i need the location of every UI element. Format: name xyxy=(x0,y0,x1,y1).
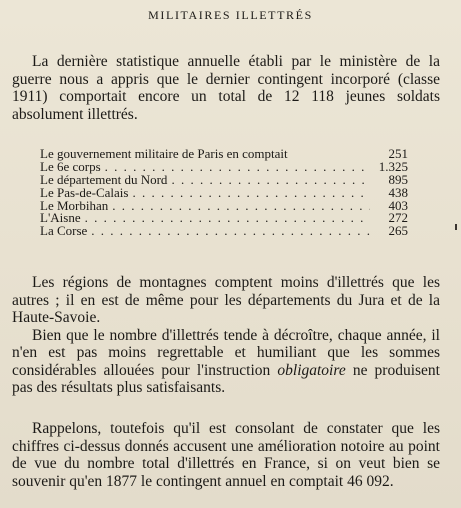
statistics-table xyxy=(40,148,408,238)
row-label: Le Pas-de-Calais xyxy=(40,184,129,200)
row-value: 1.325 xyxy=(378,158,408,174)
row-label: La Corse xyxy=(40,223,88,239)
conclusion-text-start: Bien que le nombre d'illettrés tende à décroître, chaque année, il n'en est pas moins regrettable et humiliant que les sommes considérables allouées pour l'instruction xyxy=(12,326,440,379)
emphasized-word: obligatoire xyxy=(277,361,346,379)
leader-dots xyxy=(171,174,370,187)
article-title: MILITAIRES ILLETTRÉS xyxy=(148,8,313,22)
row-label: Le 6e corps xyxy=(40,158,101,174)
intro-paragraph: La dernière statistique annuelle établi par le ministère de la guerre nous a appris que le dernier contingent incorporé (classe 1911) comportait encore un total de 12 118 jeunes soldats absolument illettrés. xyxy=(12,53,440,123)
conclusion-paragraph xyxy=(12,327,440,397)
row-value: 895 xyxy=(388,171,408,187)
leader-dots xyxy=(112,200,370,213)
closing-paragraph: Rappelons, toutefois qu'il est consolant de constater que les chiffres ci-dessus donnés accusent une amélioration notoire au point de vue du nombre total d'illettrés en France, si on veut bien se souvenir qu'en 1877 le contingent annuel en comptait 46 092. xyxy=(12,420,440,490)
row-value: 438 xyxy=(388,184,408,200)
row-label: Le gouvernement militaire de Paris en comptait xyxy=(40,146,288,161)
leader-dots xyxy=(85,212,370,225)
conclusion-text-end: ne produisent pas des résultats plus satisfaisants. xyxy=(12,361,440,396)
regions-paragraph: Les régions de montagnes comptent moins d'illettrés que les autres ; il en est de même pour les départements du Jura et de la Haute-Savoie. xyxy=(12,274,440,326)
margin-mark xyxy=(455,224,457,230)
row-label: Le département du Nord xyxy=(40,171,168,187)
row-value: 272 xyxy=(388,210,408,226)
regions-section xyxy=(12,274,440,397)
table-row xyxy=(40,197,408,213)
row-value: 265 xyxy=(388,223,408,239)
row-value: 251 xyxy=(388,146,408,161)
row-value: 403 xyxy=(388,197,408,213)
row-label: L'Aisne xyxy=(40,210,81,226)
row-label: Le Morbihan xyxy=(40,197,109,213)
table-row xyxy=(40,225,408,238)
leader-dots xyxy=(91,225,370,238)
leader-dots xyxy=(132,187,370,200)
table-row xyxy=(40,212,408,225)
